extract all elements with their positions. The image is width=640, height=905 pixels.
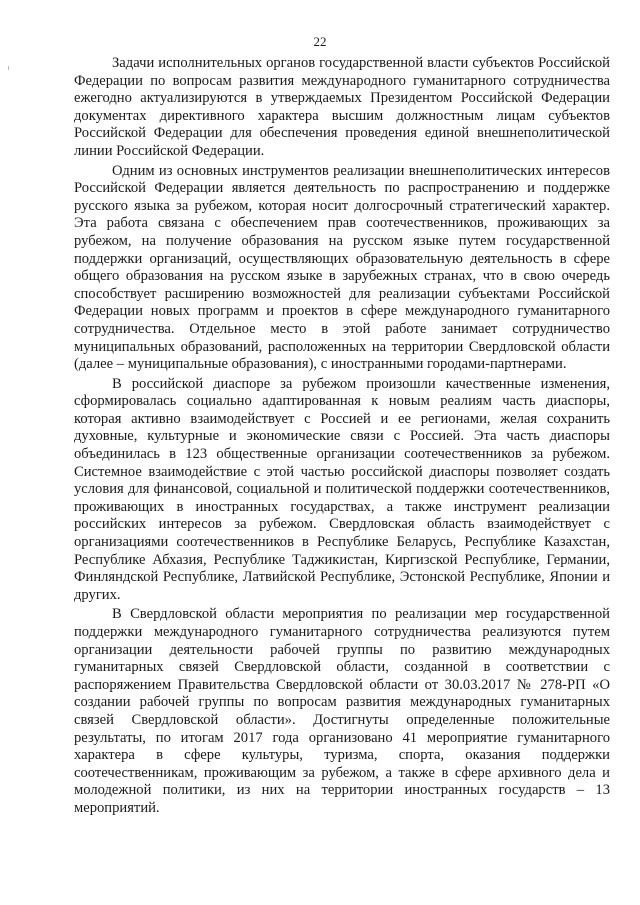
paragraph-russian-language: Одним из основных инструментов реализации внешнеполитических интересов Российской Федерации является деятельность по распространению и поддержке русского языка за рубежом, которая носит долгосрочный стратегический характер. Эта работа связана с обеспечением прав соотечественников, проживающих за рубежом, на получение образования на русском языке путем государственной поддержки организаций, осуществляющих образовательную деятельность в сфере общего образования на русском языке в зарубежных странах, что в свою очередь способствует расширению возможностей для реализации субъектами Российской Федерации новых программ и проектов в сфере международного гуманитарного сотрудничества. Отдельное место в этой работе занимает сотрудничество муниципальных образований, расположенных на территории Свердловской области (далее – муниципальные образования), с иностранными городами-партнерами. xyxy=(74,162,610,373)
paragraph-diaspora: В российской диаспоре за рубежом произошли качественные изменения, сформировалась социально адаптированная к новым реалиям часть диаспоры, которая активно взаимодействует с Россией и ее регионами, желая сохранить духовные, культурные и экономические связи с Россией. Эта часть диаспоры объединилась в 123 общественные организации соотечественников за рубежом. Системное взаимодействие с этой частью российской диаспоры позволяет создать условия для финансовой, социальной и политической поддержки соотечественников, проживающих в иностранных государствах, а также инструмент реализации российских интересов за рубежом. Свердловская область взаимодействует с организациями соотечественников в Республике Беларусь, Республике Казахстан, Республике Абхазия, Республике Таджикистан, Киргизской Республике, Германии, Финляндской Республике, Латвийской Республике, Эстонской Республике, Японии и других. xyxy=(74,375,610,603)
document-body xyxy=(74,55,610,820)
scan-margin-mark xyxy=(8,66,9,70)
page-number: 22 xyxy=(313,34,327,49)
paragraph-goals: Задачи исполнительных органов государственной власти субъектов Российской Федерации по вопросам развития международного гуманитарного сотрудничества ежегодно актуализируются в утверждаемых Президентом Российской Федерации документах директивного характера высшим должностным лицам субъектов Российской Федерации для обеспечения проведения единой внешнеполитической линии Российской Федерации. xyxy=(74,55,610,159)
paragraph-working-group: В Свердловской области мероприятия по реализации мер государственной поддержки международного гуманитарного сотрудничества реализуются путем организации деятельности рабочей группы по развитию международных гуманитарных связей Свердловской области, созданной в соответствии с распоряжением Правительства Свердловской области от 30.03.2017 № 278-РП «О создании рабочей группы по вопросам развития международных гуманитарных связей Свердловской области». Достигнуты определенные положительные результаты, по итогам 2017 года организовано 41 мероприятие гуманитарного характера в сфере культуры, туризма, спорта, оказания поддержки соотечественникам, проживающим за рубежом, а также в сфере архивного дела и молодежной политики, из них на территории иностранных государств – 13 мероприятий. xyxy=(74,606,610,816)
